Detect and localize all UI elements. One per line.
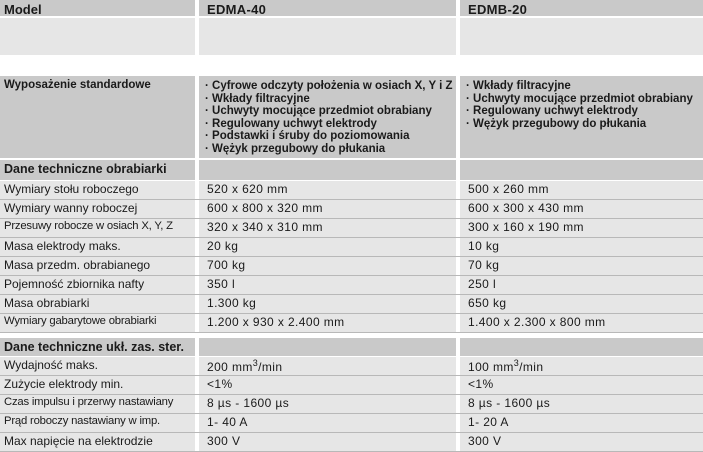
row-value-edma: 1.200 x 930 x 2.400 mm	[199, 314, 456, 332]
equipment-label: Wyposażenie standardowe	[0, 76, 195, 158]
row-value-edmb: 650 kg	[460, 295, 703, 313]
row-value-edma: 700 kg	[199, 257, 456, 275]
row-label: Czas impulsu i przerwy nastawiany	[0, 395, 195, 413]
model-header-label: Model	[0, 0, 195, 16]
row-value-edmb: 1- 20 A	[460, 414, 703, 432]
row-label: Wymiary stołu roboczego	[0, 181, 195, 199]
row-value-edma	[199, 357, 456, 375]
row-value-edmb: <1%	[460, 376, 703, 394]
value-text: 100 mm	[468, 360, 514, 374]
section-fill	[199, 160, 456, 180]
row-value-edma: 300 V	[199, 433, 456, 451]
equipment-edmb	[460, 76, 703, 158]
row-value-edmb: 300 x 160 x 190 mm	[460, 219, 703, 237]
header-spacer	[199, 18, 456, 55]
value-text: 200 mm	[207, 360, 253, 374]
equipment-edma	[199, 76, 456, 158]
section-title-generator: Dane techniczne ukł. zas. ster.	[0, 338, 195, 356]
row-value-edmb: 500 x 260 mm	[460, 181, 703, 199]
equipment-item: · Podstawki i śruby do poziomowania	[205, 130, 456, 143]
header-spacer	[460, 18, 703, 55]
equipment-item: · Uchwyty mocujące przedmiot obrabiany	[205, 105, 456, 118]
value-exponent: 3	[252, 358, 259, 368]
row-value-edmb: 250 l	[460, 276, 703, 294]
model-header-edmb: EDMB-20	[460, 0, 703, 16]
row-value-edmb	[460, 357, 703, 375]
equipment-item: · Cyfrowe odczyty położenia w osiach X, Y i Z	[205, 80, 456, 93]
row-label: Masa obrabiarki	[0, 295, 195, 313]
row-label: Max napięcie na elektrodzie	[0, 433, 195, 451]
row-value-edma: 600 x 800 x 320 mm	[199, 200, 456, 218]
row-value-edma: 1.300 kg	[199, 295, 456, 313]
equipment-item: · Wkłady filtracyjne	[466, 80, 703, 93]
section-fill	[199, 338, 456, 356]
equipment-item: · Wkłady filtracyjne	[205, 93, 456, 106]
row-value-edmb: 8 µs - 1600 µs	[460, 395, 703, 413]
header-spacer	[0, 18, 195, 55]
equipment-item: · Wężyk przegubowy do płukania	[466, 118, 703, 131]
row-value-edmb: 300 V	[460, 433, 703, 451]
row-value-edma: 520 x 620 mm	[199, 181, 456, 199]
value-unit: /min	[519, 360, 544, 374]
row-value-edma: 8 µs - 1600 µs	[199, 395, 456, 413]
row-divider	[0, 332, 703, 333]
equipment-item: · Regulowany uchwyt elektrody	[205, 118, 456, 131]
equipment-item: · Wężyk przegubowy do płukania	[205, 143, 456, 156]
value-unit: /min	[258, 360, 283, 374]
row-value-edmb: 600 x 300 x 430 mm	[460, 200, 703, 218]
row-value-edma: 320 x 340 x 310 mm	[199, 219, 456, 237]
row-value-edma: 350 l	[199, 276, 456, 294]
model-header-edma: EDMA-40	[199, 0, 456, 16]
section-fill	[460, 338, 703, 356]
row-value-edma: <1%	[199, 376, 456, 394]
section-title-machine: Dane techniczne obrabiarki	[0, 160, 195, 180]
row-label: Masa elektrody maks.	[0, 238, 195, 256]
equipment-item: · Regulowany uchwyt elektrody	[466, 105, 703, 118]
row-value-edmb: 70 kg	[460, 257, 703, 275]
row-value-edmb: 10 kg	[460, 238, 703, 256]
row-label: Wymiary gabarytowe obrabiarki	[0, 314, 195, 332]
row-value-edma: 20 kg	[199, 238, 456, 256]
row-label: Wymiary wanny roboczej	[0, 200, 195, 218]
row-label: Masa przedm. obrabianego	[0, 257, 195, 275]
section-fill	[460, 160, 703, 180]
value-exponent: 3	[513, 358, 520, 368]
row-label: Prąd roboczy nastawiany w imp.	[0, 414, 195, 432]
row-label: Zużycie elektrody min.	[0, 376, 195, 394]
row-label: Wydajność maks.	[0, 357, 195, 375]
row-label: Pojemność zbiornika nafty	[0, 276, 195, 294]
row-value-edma: 1- 40 A	[199, 414, 456, 432]
equipment-item: · Uchwyty mocujące przedmiot obrabiany	[466, 93, 703, 106]
row-value-edmb: 1.400 x 2.300 x 800 mm	[460, 314, 703, 332]
row-label: Przesuwy robocze w osiach X, Y, Z	[0, 219, 195, 237]
